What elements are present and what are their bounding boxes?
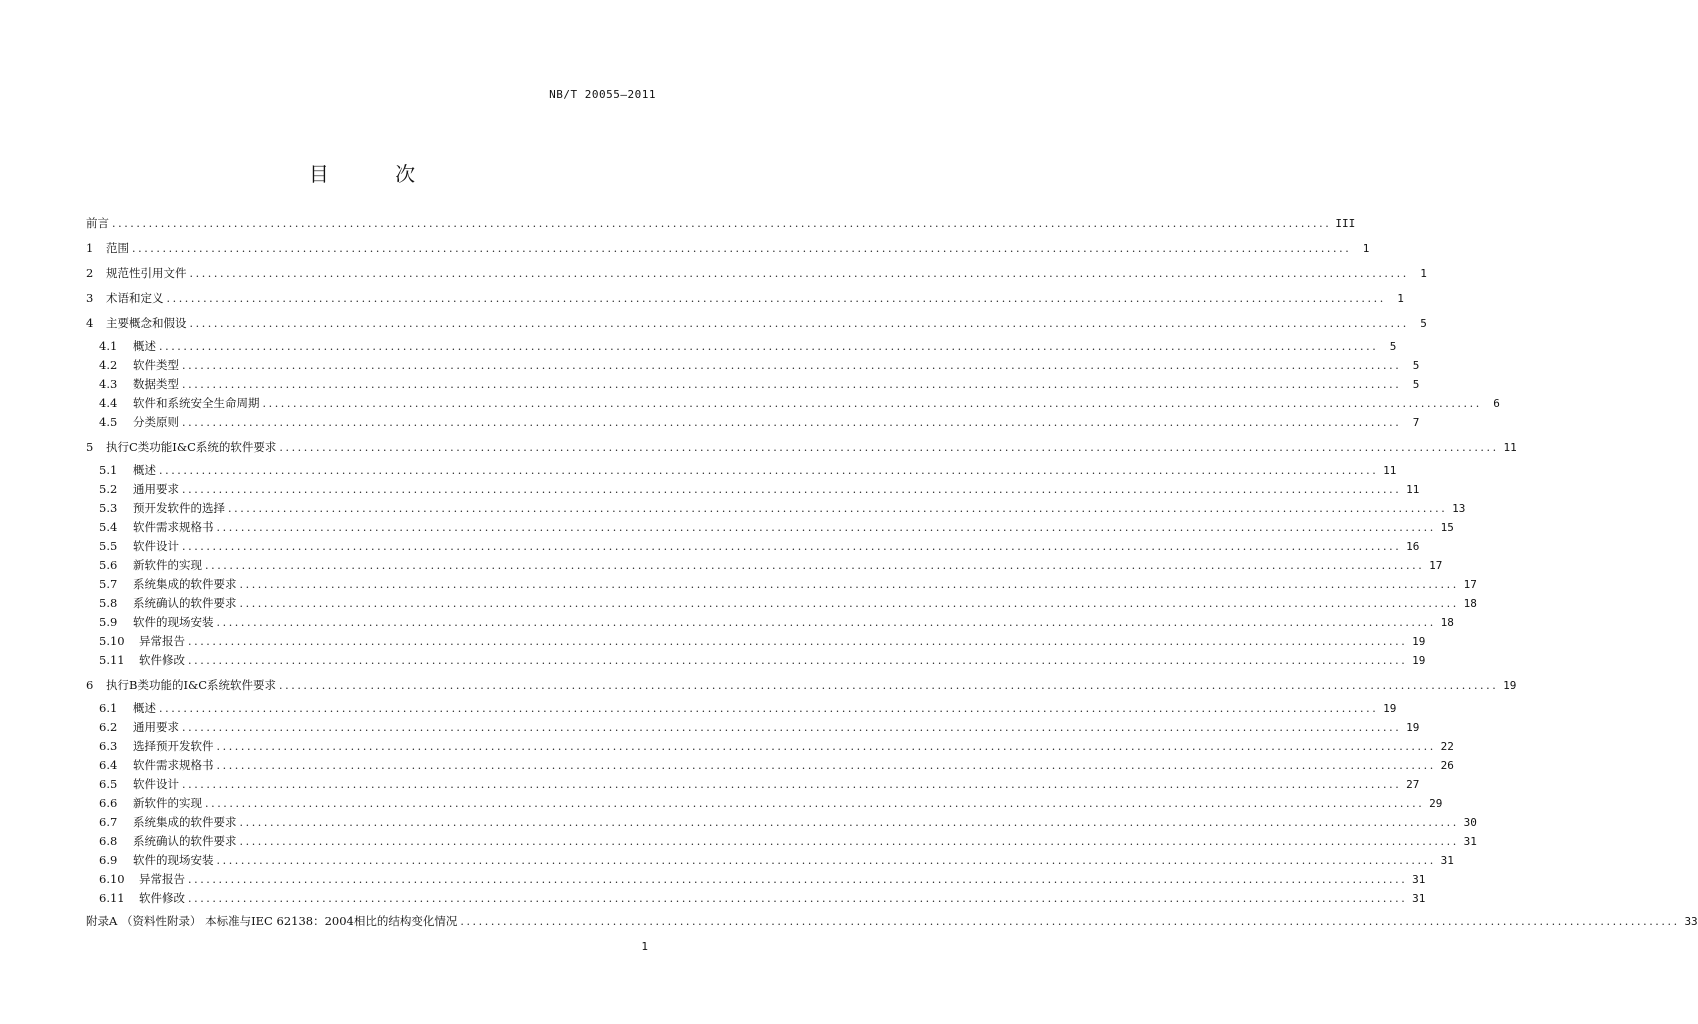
toc-leader-dots: ........................................................................................................................................................................................................ — [182, 416, 1402, 429]
toc-leader-dots: ........................................................................................................................................................................................................ — [182, 483, 1402, 496]
toc-leader-dots: ........................................................................................................................................................................................................ — [216, 521, 1436, 534]
toc-entry-text: 软件修改 — [139, 891, 185, 905]
toc-subentry[interactable] — [86, 537, 1420, 555]
toc-entry-page: 18 — [1463, 597, 1477, 610]
toc-entry[interactable] — [86, 239, 1370, 257]
toc-subentry[interactable] — [86, 413, 1420, 431]
toc-entry-number: 5.7 — [99, 577, 118, 591]
toc-subentry[interactable] — [86, 518, 1454, 536]
toc-entry-number: 6.9 — [99, 853, 118, 867]
toc-subentry[interactable] — [86, 756, 1454, 774]
toc-entry-label — [86, 851, 217, 869]
toc-entry-page: 19 — [1412, 654, 1426, 667]
toc-entry-page: 19 — [1383, 702, 1397, 715]
toc-entry-text: 软件的现场安装 — [133, 853, 214, 867]
toc-entry-text: 规范性引用文件 — [106, 266, 187, 280]
toc-subentry[interactable] — [86, 851, 1454, 869]
toc-leader-dots: ........................................................................................................................................................................................................ — [239, 816, 1459, 829]
toc-entry-number: 4.5 — [99, 415, 118, 429]
toc-leader-dots: ........................................................................................................................................................................................................ — [239, 578, 1459, 591]
toc-entry-page: 13 — [1452, 502, 1466, 515]
toc-entry-number: 5.2 — [99, 482, 118, 496]
toc-entry-number: 2 — [86, 266, 94, 280]
toc-entry[interactable] — [86, 912, 1698, 930]
toc-leader-dots: ........................................................................................................................................................................................................ — [182, 540, 1402, 553]
toc-entry[interactable] — [86, 264, 1427, 282]
toc-entry-text: 概述 — [133, 339, 156, 353]
toc-leader-dots: ........................................................................................................................................................................................................ — [159, 464, 1379, 477]
toc-leader-dots: ........................................................................................................................................................................................................ — [159, 702, 1379, 715]
toc-entry-label — [86, 870, 188, 888]
toc-entry-label — [86, 518, 217, 536]
toc-entry-text: 执行B类功能的I&C系统软件要求 — [106, 678, 277, 692]
toc-entry-text: 异常报告 — [139, 872, 185, 886]
toc-entry-text: 软件修改 — [139, 653, 185, 667]
toc-entry[interactable] — [86, 289, 1404, 307]
toc-entry-text: 通用要求 — [133, 720, 179, 734]
toc-entry-number: 6.5 — [99, 777, 118, 791]
toc-entry-label — [86, 314, 190, 332]
toc-entry-number: 6.7 — [99, 815, 118, 829]
toc-entry-page: 31 — [1412, 873, 1426, 886]
toc-subentry[interactable] — [86, 718, 1420, 736]
toc-entry-page: 5 — [1412, 359, 1420, 372]
toc-subentry[interactable] — [86, 480, 1420, 498]
toc-leader-dots: ........................................................................................................................................................................................................ — [159, 340, 1379, 353]
toc-entry-label — [86, 737, 217, 755]
toc-entry-label — [86, 337, 159, 355]
toc-entry-page: 33 — [1684, 915, 1698, 928]
toc-entry-number: 5.11 — [99, 653, 125, 667]
toc-entry-text: 新软件的实现 — [133, 796, 202, 810]
toc-entry-text: 主要概念和假设 — [106, 316, 187, 330]
toc-leader-dots: ........................................................................................................................................................................................................ — [189, 317, 1409, 330]
toc-entry-label — [86, 375, 182, 393]
toc-entry-page: 1 — [1397, 292, 1404, 305]
toc-entry-text: 系统确认的软件要求 — [133, 834, 237, 848]
toc-entry-label — [86, 499, 228, 517]
toc-entry-text: 软件设计 — [133, 777, 179, 791]
toc-entry-page: 31 — [1463, 835, 1477, 848]
toc-leader-dots: ........................................................................................................................................................................................................ — [205, 797, 1425, 810]
toc-entry-label — [86, 889, 188, 907]
toc-subentry[interactable] — [86, 889, 1426, 907]
toc-entry-page: 7 — [1412, 416, 1420, 429]
toc-subentry[interactable] — [86, 394, 1500, 412]
toc-entry-page: 29 — [1429, 797, 1443, 810]
toc-entry-number: 5.10 — [99, 634, 125, 648]
toc-leader-dots: ........................................................................................................................................................................................................ — [182, 378, 1402, 391]
toc-entry-number: 6 — [86, 678, 94, 692]
toc-entry-page: 31 — [1440, 854, 1454, 867]
toc-entry[interactable] — [86, 676, 1517, 694]
toc-entry-number: 5 — [86, 440, 94, 454]
toc-subentry[interactable] — [86, 737, 1454, 755]
toc-entry-text: 软件的现场安装 — [133, 615, 214, 629]
toc-entry-label — [86, 537, 182, 555]
toc-entry-label — [86, 575, 240, 593]
toc-entry-text: 异常报告 — [139, 634, 185, 648]
toc-entry-text: 附录A （资料性附录） 本标准与IEC 62138：2004相比的结构变化情况 — [86, 914, 458, 928]
toc-entry-number: 5.8 — [99, 596, 118, 610]
toc-entry-text: 软件设计 — [133, 539, 179, 553]
toc-entry-label — [86, 912, 460, 930]
toc-subentry[interactable] — [86, 813, 1477, 831]
toc-entry-text: 软件需求规格书 — [133, 758, 214, 772]
toc-entry-text: 预开发软件的选择 — [133, 501, 225, 515]
toc-entry-label — [86, 718, 182, 736]
toc-leader-dots: ........................................................................................................................................................................................................ — [216, 854, 1436, 867]
toc-leader-dots: ........................................................................................................................................................................................................ — [205, 559, 1425, 572]
toc-entry-label — [86, 461, 159, 479]
toc-entry-page: 17 — [1463, 578, 1477, 591]
toc-entry-number: 4 — [86, 316, 94, 330]
toc-subentry[interactable] — [86, 575, 1477, 593]
toc-entry-page: III — [1335, 217, 1356, 230]
toc-subentry[interactable] — [86, 594, 1477, 612]
toc-entry-page: 6 — [1493, 397, 1500, 410]
toc-entry-text: 新软件的实现 — [133, 558, 202, 572]
toc-entry-label — [86, 356, 182, 374]
toc-entry-label — [86, 651, 188, 669]
toc-subentry[interactable] — [86, 337, 1397, 355]
toc-leader-dots: ........................................................................................................................................................................................................ — [216, 616, 1436, 629]
toc-entry[interactable] — [86, 438, 1517, 456]
toc-entry-number: 5.3 — [99, 501, 118, 515]
toc-entry-number: 6.2 — [99, 720, 118, 734]
toc-entry-number: 6.3 — [99, 739, 118, 753]
toc-subentry[interactable] — [86, 499, 1466, 517]
toc-entry-text: 系统集成的软件要求 — [133, 577, 237, 591]
toc-entry-label — [86, 699, 159, 717]
toc-entry-text: 范围 — [106, 241, 129, 255]
toc-entry-text: 软件和系统安全生命周期 — [133, 396, 260, 410]
toc-entry-label — [86, 613, 217, 631]
toc-leader-dots: ........................................................................................................................................................................................................ — [239, 597, 1459, 610]
toc-entry-label — [86, 594, 240, 612]
toc-entry-text: 选择预开发软件 — [133, 739, 214, 753]
toc-entry-label — [86, 794, 205, 812]
toc-subentry[interactable] — [86, 794, 1443, 812]
toc-entry-page: 22 — [1440, 740, 1454, 753]
toc-entry-number: 5.1 — [99, 463, 118, 477]
toc-subentry[interactable] — [86, 613, 1454, 631]
toc-leader-dots: ........................................................................................................................................................................................................ — [132, 242, 1352, 255]
toc-leader-dots: ........................................................................................................................................................................................................ — [279, 679, 1499, 692]
toc-entry-number: 5.6 — [99, 558, 118, 572]
toc-entry-page: 11 — [1383, 464, 1397, 477]
toc-leader-dots: ........................................................................................................................................................................................................ — [216, 740, 1436, 753]
toc-entry-label — [86, 556, 205, 574]
toc-entry-label — [86, 676, 279, 694]
toc-entry-label — [86, 214, 112, 232]
toc-entry-number: 6.11 — [99, 891, 125, 905]
toc-entry-text: 概述 — [133, 463, 156, 477]
toc-subentry[interactable] — [86, 651, 1426, 669]
toc-entry-number: 4.4 — [99, 396, 118, 410]
toc-entry-page: 15 — [1440, 521, 1454, 534]
toc-entry-page: 31 — [1412, 892, 1426, 905]
toc-subentry[interactable] — [86, 699, 1397, 717]
toc-entry-page: 5 — [1420, 317, 1427, 330]
toc-subentry[interactable] — [86, 461, 1397, 479]
toc-leader-dots: ........................................................................................................................................................................................................ — [166, 292, 1386, 305]
toc-entry-page: 11 — [1503, 441, 1517, 454]
toc-entry-number: 5.4 — [99, 520, 118, 534]
toc-entry-text: 分类原则 — [133, 415, 179, 429]
toc-entry[interactable] — [86, 314, 1427, 332]
toc-entry-number: 6.8 — [99, 834, 118, 848]
toc-entry-label — [86, 394, 263, 412]
toc-entry-text: 术语和定义 — [106, 291, 164, 305]
toc-entry-page: 19 — [1412, 635, 1426, 648]
toc-leader-dots: ........................................................................................................................................................................................................ — [279, 441, 1499, 454]
toc-entry-page: 1 — [1362, 242, 1370, 255]
toc-subentry[interactable] — [86, 870, 1426, 888]
toc-entry-page: 27 — [1406, 778, 1420, 791]
toc-entry-label — [86, 756, 217, 774]
toc-entry-text: 执行C类功能I&C系统的软件要求 — [106, 440, 277, 454]
toc-entry-label — [86, 413, 182, 431]
toc-leader-dots: ........................................................................................................................................................................................................ — [182, 721, 1402, 734]
toc-entry-text: 系统集成的软件要求 — [133, 815, 237, 829]
toc-leader-dots: ........................................................................................................................................................................................................ — [188, 873, 1408, 886]
toc-leader-dots: ........................................................................................................................................................................................................ — [188, 635, 1408, 648]
toc-entry-page: 19 — [1406, 721, 1420, 734]
toc-entry-number: 6.1 — [99, 701, 118, 715]
toc-entry-page: 19 — [1503, 679, 1517, 692]
toc-entry-page: 5 — [1412, 378, 1420, 391]
toc-entry-number: 6.6 — [99, 796, 118, 810]
toc-entry-text: 系统确认的软件要求 — [133, 596, 237, 610]
toc-leader-dots: ........................................................................................................................................................................................................ — [460, 915, 1680, 928]
toc-leader-dots: ........................................................................................................................................................................................................ — [189, 267, 1409, 280]
toc-entry-page: 16 — [1406, 540, 1420, 553]
toc-entry-text: 软件类型 — [133, 358, 179, 372]
toc-subentry[interactable] — [86, 632, 1426, 650]
toc-leader-dots: ........................................................................................................................................................................................................ — [182, 359, 1402, 372]
footer-page-number: 1 — [641, 940, 648, 953]
toc-leader-dots: ........................................................................................................................................................................................................ — [262, 397, 1482, 410]
toc-subentry[interactable] — [86, 775, 1420, 793]
toc-entry-label — [86, 632, 188, 650]
toc-entry-label — [86, 832, 240, 850]
toc-entry-text: 通用要求 — [133, 482, 179, 496]
toc-subentry[interactable] — [86, 375, 1420, 393]
toc-leader-dots: ........................................................................................................................................................................................................ — [112, 217, 1332, 230]
toc-entry-number: 4.3 — [99, 377, 118, 391]
toc-entry-page: 5 — [1389, 340, 1397, 353]
toc-entry-text: 概述 — [133, 701, 156, 715]
toc-entry-page: 1 — [1420, 267, 1427, 280]
toc-subentry[interactable] — [86, 556, 1443, 574]
toc-entry-number: 6.10 — [99, 872, 125, 886]
toc-entry-number: 4.2 — [99, 358, 118, 372]
toc-leader-dots: ........................................................................................................................................................................................................ — [182, 778, 1402, 791]
toc-entry-text: 前言 — [86, 216, 109, 230]
standard-code: NB/T 20055—2011 — [549, 88, 656, 101]
toc-entry-label — [86, 775, 182, 793]
toc-subentry[interactable] — [86, 832, 1477, 850]
toc-entry-label — [86, 438, 279, 456]
toc-entry-page: 26 — [1440, 759, 1454, 772]
toc-entry-number: 4.1 — [99, 339, 118, 353]
toc-subentry[interactable] — [86, 356, 1420, 374]
toc-entry-page: 30 — [1463, 816, 1477, 829]
toc-leader-dots: ........................................................................................................................................................................................................ — [188, 892, 1408, 905]
toc-leader-dots: ........................................................................................................................................................................................................ — [239, 835, 1459, 848]
toc-entry-page: 18 — [1440, 616, 1454, 629]
toc-entry-text: 软件需求规格书 — [133, 520, 214, 534]
toc-entry-label — [86, 813, 240, 831]
toc-entry-number: 5.9 — [99, 615, 118, 629]
toc-leader-dots: ........................................................................................................................................................................................................ — [216, 759, 1436, 772]
toc-entry-number: 5.5 — [99, 539, 118, 553]
toc-entry-page: 11 — [1406, 483, 1420, 496]
toc-entry-number: 6.4 — [99, 758, 118, 772]
page-title: 目 次 — [308, 162, 446, 186]
toc-entry-text: 数据类型 — [133, 377, 179, 391]
toc-entry-number: 1 — [86, 241, 94, 255]
toc-leader-dots: ........................................................................................................................................................................................................ — [188, 654, 1408, 667]
toc-entry-label — [86, 264, 190, 282]
toc-entry-label — [86, 480, 182, 498]
toc-entry-label — [86, 239, 132, 257]
toc-entry-number: 3 — [86, 291, 94, 305]
toc-entry-label — [86, 289, 167, 307]
toc-entry-page: 17 — [1429, 559, 1443, 572]
toc-entry[interactable] — [86, 214, 1356, 232]
toc-leader-dots: ........................................................................................................................................................................................................ — [228, 502, 1448, 515]
